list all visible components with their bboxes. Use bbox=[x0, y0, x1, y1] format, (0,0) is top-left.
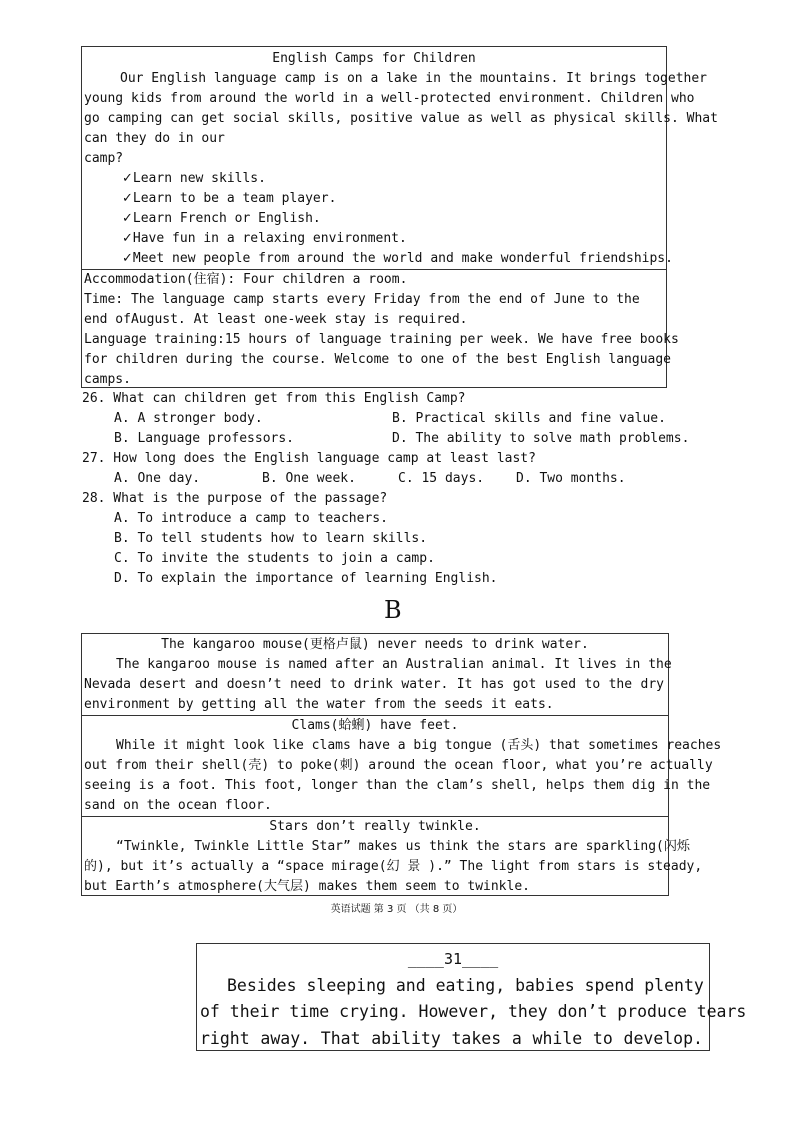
benefit-label: Learn new skills. bbox=[132, 171, 266, 186]
answer-option: A. A stronger body. bbox=[114, 411, 263, 426]
answer-option: A. To introduce a camp to teachers. bbox=[114, 511, 388, 526]
fact-line: “Twinkle, Twinkle Little Star” makes us think the stars are sparkling(闪烁 bbox=[116, 839, 690, 854]
fact-line: environment by getting all the water from the seeds it eats. bbox=[84, 697, 554, 712]
fact-line: Nevada desert and doesn’t need to drink water. It has got used to the dry bbox=[84, 677, 664, 692]
fact-line: The kangaroo mouse is named after an Australian animal. It lives in the bbox=[116, 657, 672, 672]
passage-31-box bbox=[196, 943, 747, 1051]
benefit-item bbox=[82, 169, 666, 189]
camp-detail-line: Time: The language camp starts every Friday from the end of June to the bbox=[84, 292, 640, 307]
question-stem: 27. How long does the English language camp at least last? bbox=[82, 451, 536, 466]
question-stem: 28. What is the purpose of the passage? bbox=[82, 491, 388, 506]
passage-31-title: ____31____ bbox=[407, 950, 499, 968]
camp-detail-line: camps. bbox=[84, 372, 131, 387]
fact-title: Clams(蛤蜊) have feet. bbox=[291, 718, 459, 733]
check-icon: ✓ bbox=[122, 211, 133, 226]
answer-option: D. To explain the importance of learning English. bbox=[114, 571, 498, 586]
benefit-label: Learn French or English. bbox=[132, 211, 321, 226]
fact-section bbox=[82, 715, 722, 816]
passage-31-line: Besides sleeping and eating, babies spend plenty bbox=[227, 975, 704, 995]
camp-detail-line: Language training:15 hours of language training per week. We have free books bbox=[84, 332, 679, 347]
answer-option: B. Practical skills and fine value. bbox=[392, 411, 666, 426]
camp-intro-line: go camping can get social skills, positive value as well as physical skills. What bbox=[84, 111, 718, 126]
question-stem: 26. What can children get from this English Camp? bbox=[82, 391, 466, 406]
answer-option: B. Language professors. bbox=[114, 431, 295, 446]
answer-option: B. One week. bbox=[262, 471, 356, 486]
fact-title: Stars don’t really twinkle. bbox=[269, 819, 481, 834]
fun-facts-box bbox=[81, 633, 722, 896]
check-icon: ✓ bbox=[122, 171, 133, 186]
answer-option: C. To invite the students to join a camp. bbox=[114, 551, 435, 566]
benefit-label: Meet new people from around the world and make wonderful friendships. bbox=[132, 251, 673, 266]
camp-detail-line: Accommodation(住宿): Four children a room. bbox=[84, 272, 408, 287]
fact-line: 的), but it’s actually a “space mirage(幻 景 ).” The light from stars is steady, bbox=[84, 859, 703, 874]
answer-option: D. Two months. bbox=[516, 471, 626, 486]
benefit-item bbox=[82, 209, 666, 229]
camp-detail-line: for children during the course. Welcome to one of the best English language bbox=[84, 352, 671, 367]
benefit-label: Learn to be a team player. bbox=[132, 191, 337, 206]
page-footer: 英语试题 第 3 页 （共 8 页） bbox=[330, 904, 463, 915]
answer-option: C. 15 days. bbox=[398, 471, 485, 486]
passage-31-line: of their time crying. However, they don’t produce tears bbox=[200, 1002, 747, 1021]
camp-ad-title: English Camps for Children bbox=[272, 51, 476, 66]
fact-line: out from their shell(壳) to poke(刺) around the ocean floor, what you’re actually bbox=[84, 758, 713, 773]
fact-title: The kangaroo mouse(更格卢鼠) never needs to drink water. bbox=[161, 637, 589, 652]
section-heading: B bbox=[384, 596, 402, 624]
fact-section bbox=[82, 816, 703, 897]
passage-31-line: right away. That ability takes a while to develop. bbox=[200, 1028, 703, 1048]
camp-detail-line: end ofAugust. At least one-week stay is required. bbox=[84, 312, 468, 327]
check-icon: ✓ bbox=[122, 191, 133, 206]
camp-intro-line: can they do in our bbox=[84, 131, 225, 146]
camp-intro-line: camp? bbox=[84, 151, 124, 166]
fact-section bbox=[82, 634, 672, 715]
benefit-item bbox=[82, 249, 673, 269]
answer-option: D. The ability to solve math problems. bbox=[392, 431, 690, 446]
fact-line: but Earth’s atmosphere(大气层) makes them seem to twinkle. bbox=[84, 879, 530, 894]
fact-line: While it might look like clams have a big tongue (舌头) that sometimes reaches bbox=[116, 738, 722, 753]
benefit-item bbox=[82, 189, 666, 209]
check-icon: ✓ bbox=[122, 251, 133, 266]
benefit-label: Have fun in a relaxing environment. bbox=[132, 231, 407, 246]
fact-line: seeing is a foot. This foot, longer than the clam’s shell, helps them dig in the bbox=[84, 778, 711, 793]
benefit-item bbox=[82, 229, 666, 249]
camp-intro-line: Our English language camp is on a lake in the mountains. It brings together bbox=[120, 71, 707, 86]
answer-option: B. To tell students how to learn skills. bbox=[114, 531, 428, 546]
check-icon: ✓ bbox=[122, 231, 133, 246]
camp-ad-box bbox=[81, 46, 718, 388]
answer-option: A. One day. bbox=[114, 471, 201, 486]
fact-line: sand on the ocean floor. bbox=[84, 798, 272, 813]
camp-intro-line: young kids from around the world in a well-protected environment. Children who bbox=[84, 91, 695, 106]
camp-details-section bbox=[82, 269, 679, 390]
